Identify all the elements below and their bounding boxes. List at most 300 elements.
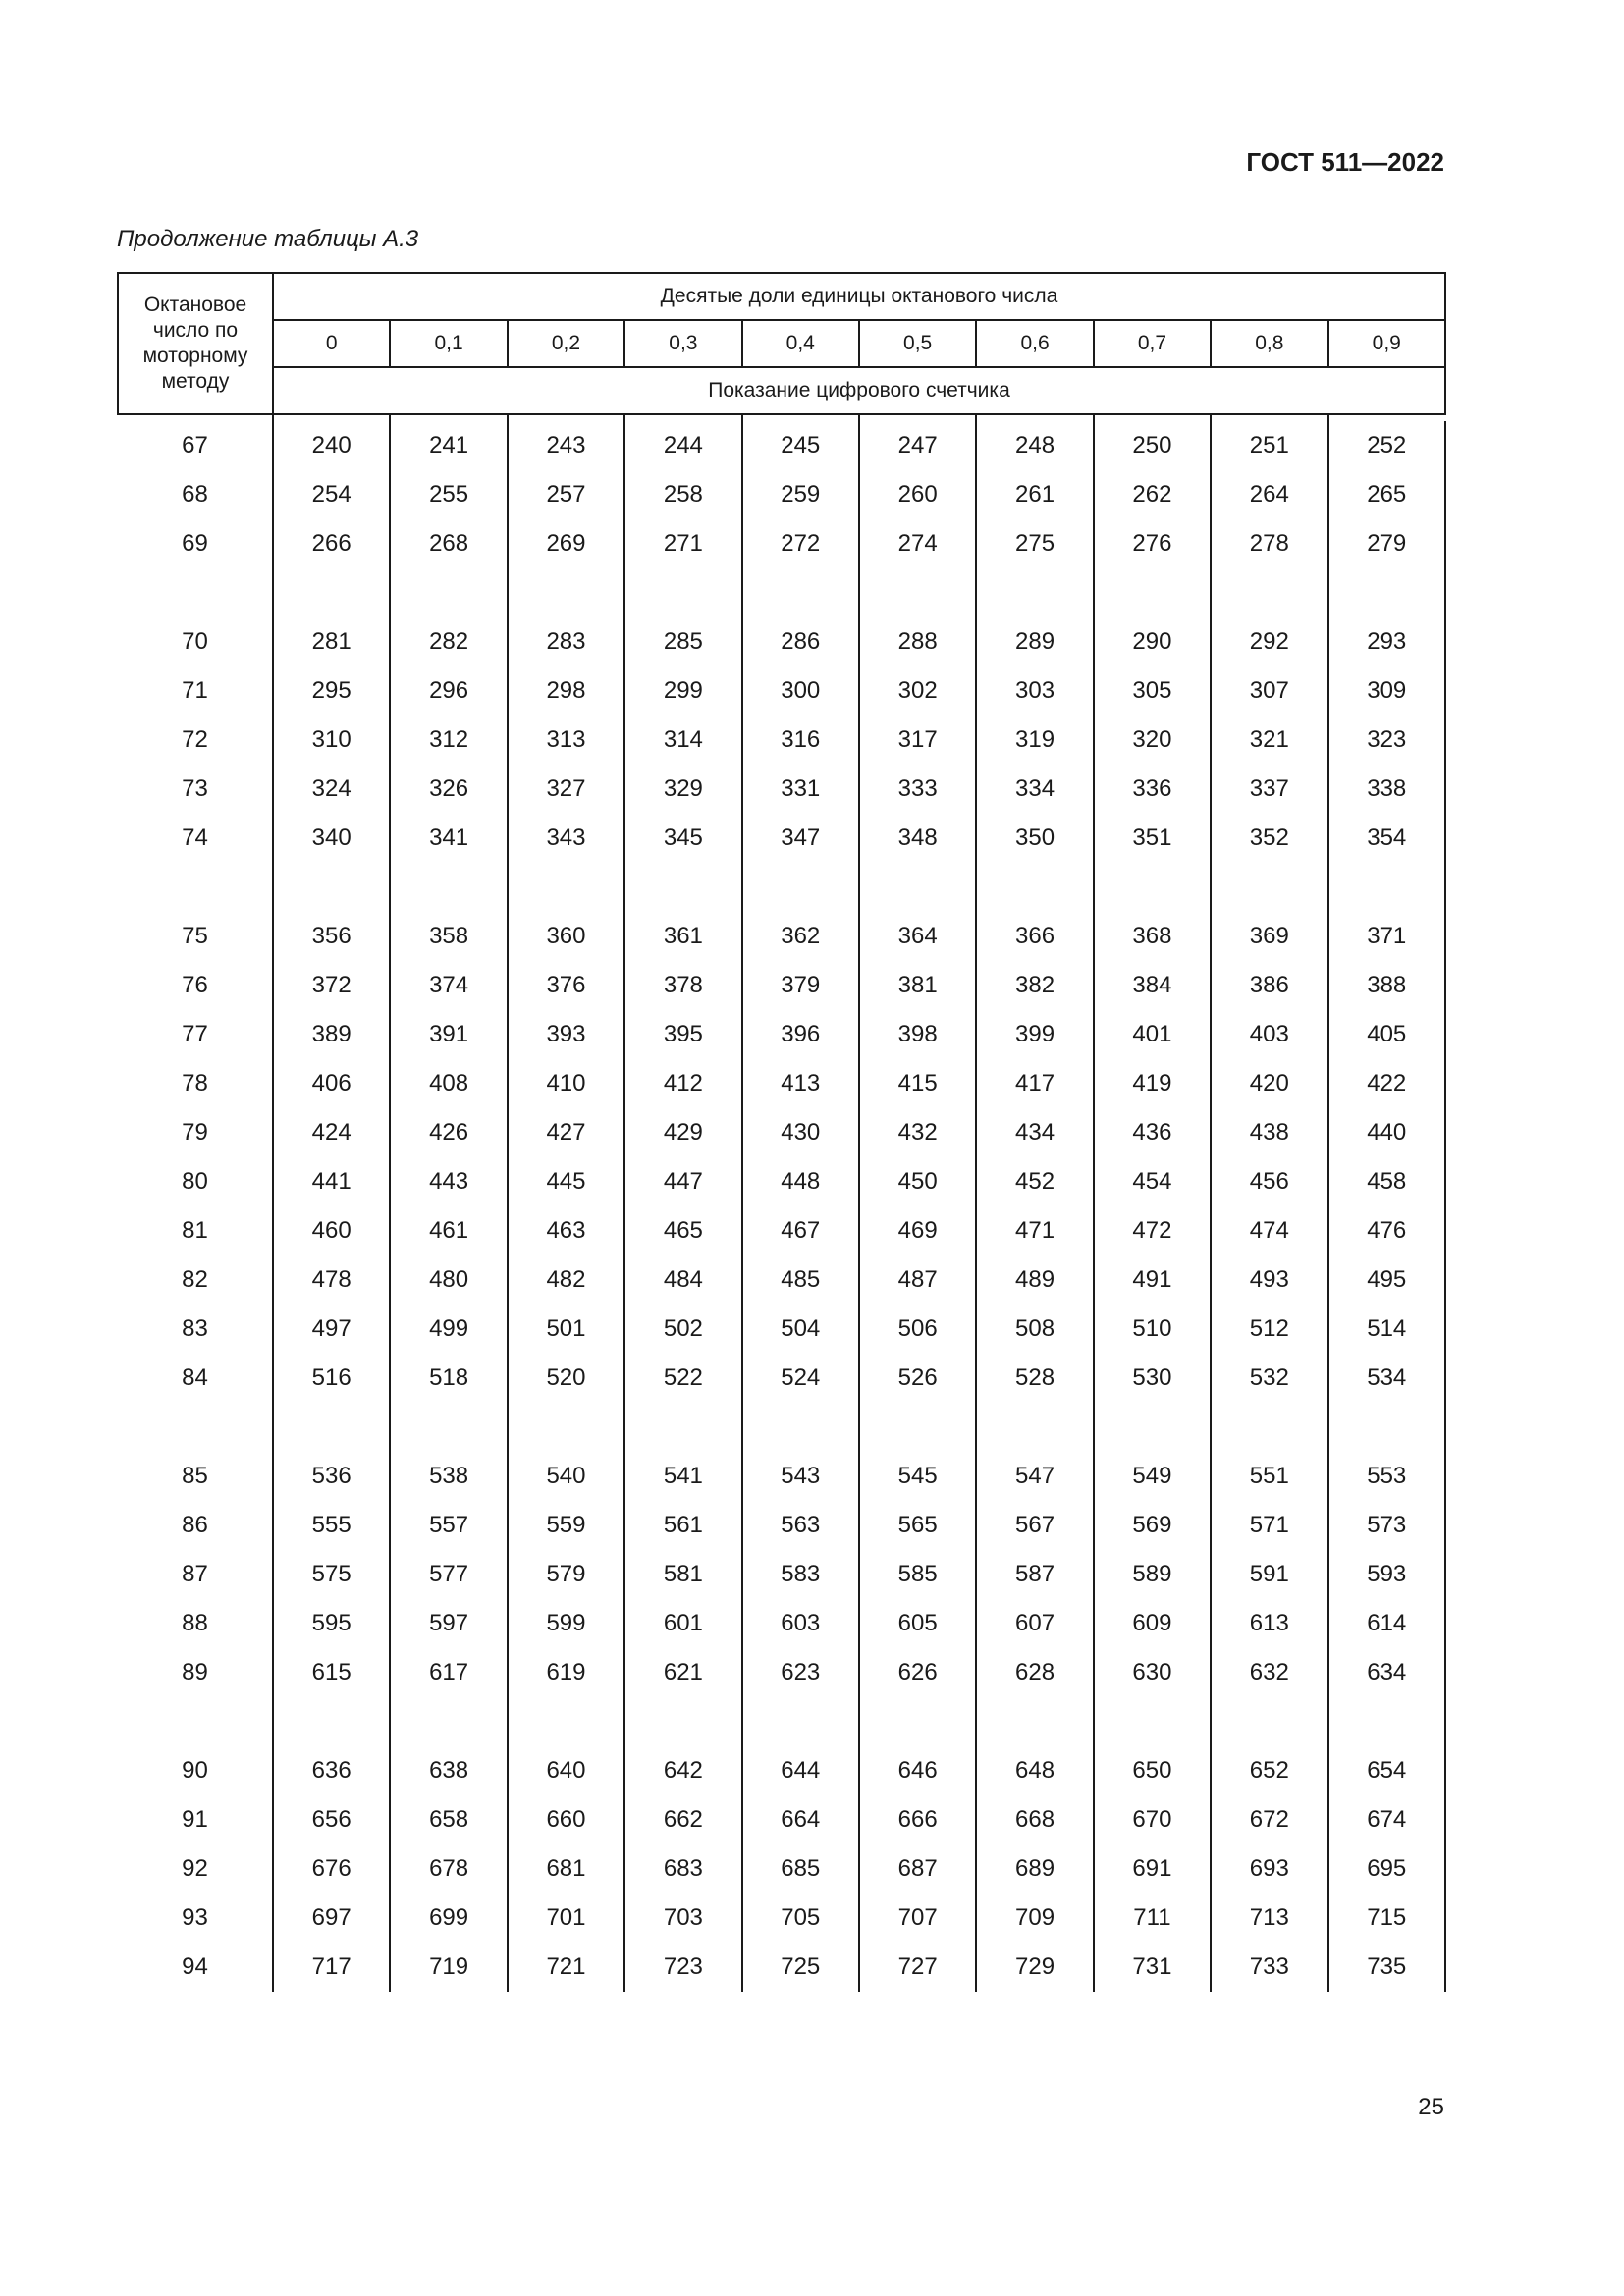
counter-reading-cell: 456 [1211, 1157, 1327, 1206]
counter-reading-cell: 709 [976, 1894, 1093, 1943]
counter-reading-cell: 522 [624, 1354, 741, 1403]
table-row [118, 617, 1445, 667]
counter-reading-cell: 445 [508, 1157, 624, 1206]
table-row [118, 1452, 1445, 1501]
counter-reading-cell: 662 [624, 1795, 741, 1844]
counter-reading-cell: 410 [508, 1059, 624, 1108]
row-header-octane: Октановое число по моторному методу [118, 273, 273, 414]
counter-reading-cell: 485 [742, 1255, 859, 1305]
counter-reading-cell: 307 [1211, 667, 1327, 716]
counter-reading-cell: 333 [859, 765, 976, 814]
octane-number-cell: 77 [118, 1010, 273, 1059]
octane-number-cell: 75 [118, 912, 273, 961]
counter-reading-cell: 615 [273, 1648, 390, 1697]
counter-reading-cell: 289 [976, 617, 1093, 667]
counter-reading-cell: 501 [508, 1305, 624, 1354]
counter-reading-cell: 636 [273, 1746, 390, 1795]
counter-reading-cell: 504 [742, 1305, 859, 1354]
counter-reading-cell: 361 [624, 912, 741, 961]
counter-reading-cell: 395 [624, 1010, 741, 1059]
counter-reading-cell: 314 [624, 716, 741, 765]
counter-reading-cell: 381 [859, 961, 976, 1010]
col-header: 0,7 [1094, 320, 1211, 367]
col-header: 0,2 [508, 320, 624, 367]
counter-reading-cell: 683 [624, 1844, 741, 1894]
counter-reading-cell: 285 [624, 617, 741, 667]
counter-reading-cell: 489 [976, 1255, 1093, 1305]
group-spacer [118, 568, 1445, 617]
sub-header: Показание цифрового счетчика [273, 367, 1445, 414]
counter-reading-cell: 389 [273, 1010, 390, 1059]
counter-reading-cell: 541 [624, 1452, 741, 1501]
counter-reading-cell: 276 [1094, 519, 1211, 568]
counter-reading-cell: 309 [1328, 667, 1445, 716]
counter-reading-cell: 565 [859, 1501, 976, 1550]
counter-reading-cell: 338 [1328, 765, 1445, 814]
counter-reading-cell: 524 [742, 1354, 859, 1403]
counter-reading-cell: 341 [390, 814, 507, 863]
counter-reading-cell: 340 [273, 814, 390, 863]
counter-reading-cell: 699 [390, 1894, 507, 1943]
counter-reading-cell: 295 [273, 667, 390, 716]
table-row [118, 1746, 1445, 1795]
counter-reading-cell: 398 [859, 1010, 976, 1059]
octane-number-cell: 78 [118, 1059, 273, 1108]
counter-reading-cell: 419 [1094, 1059, 1211, 1108]
counter-reading-cell: 279 [1328, 519, 1445, 568]
counter-reading-cell: 348 [859, 814, 976, 863]
counter-reading-cell: 506 [859, 1305, 976, 1354]
counter-reading-cell: 255 [390, 470, 507, 519]
counter-reading-cell: 482 [508, 1255, 624, 1305]
octane-number-cell: 74 [118, 814, 273, 863]
counter-reading-cell: 573 [1328, 1501, 1445, 1550]
counter-reading-cell: 356 [273, 912, 390, 961]
counter-reading-cell: 447 [624, 1157, 741, 1206]
counter-reading-cell: 534 [1328, 1354, 1445, 1403]
counter-reading-cell: 384 [1094, 961, 1211, 1010]
counter-reading-cell: 427 [508, 1108, 624, 1157]
counter-reading-cell: 271 [624, 519, 741, 568]
counter-reading-cell: 628 [976, 1648, 1093, 1697]
octane-table [117, 272, 1446, 1992]
counter-reading-cell: 703 [624, 1894, 741, 1943]
counter-reading-cell: 323 [1328, 716, 1445, 765]
counter-reading-cell: 711 [1094, 1894, 1211, 1943]
table-row [118, 765, 1445, 814]
counter-reading-cell: 605 [859, 1599, 976, 1648]
counter-reading-cell: 396 [742, 1010, 859, 1059]
counter-reading-cell: 382 [976, 961, 1093, 1010]
counter-reading-cell: 674 [1328, 1795, 1445, 1844]
octane-number-cell: 90 [118, 1746, 273, 1795]
counter-reading-cell: 581 [624, 1550, 741, 1599]
counter-reading-cell: 412 [624, 1059, 741, 1108]
counter-reading-cell: 621 [624, 1648, 741, 1697]
counter-reading-cell: 303 [976, 667, 1093, 716]
counter-reading-cell: 334 [976, 765, 1093, 814]
counter-reading-cell: 393 [508, 1010, 624, 1059]
counter-reading-cell: 269 [508, 519, 624, 568]
counter-reading-cell: 430 [742, 1108, 859, 1157]
col-header: 0,1 [390, 320, 507, 367]
counter-reading-cell: 609 [1094, 1599, 1211, 1648]
counter-reading-cell: 429 [624, 1108, 741, 1157]
counter-reading-cell: 251 [1211, 421, 1327, 470]
counter-reading-cell: 302 [859, 667, 976, 716]
table-caption: Продолжение таблицы А.3 [117, 226, 419, 252]
counter-reading-cell: 713 [1211, 1894, 1327, 1943]
counter-reading-cell: 244 [624, 421, 741, 470]
counter-reading-cell: 461 [390, 1206, 507, 1255]
counter-reading-cell: 613 [1211, 1599, 1327, 1648]
counter-reading-cell: 465 [624, 1206, 741, 1255]
col-header: 0,3 [624, 320, 741, 367]
counter-reading-cell: 426 [390, 1108, 507, 1157]
octane-number-cell: 82 [118, 1255, 273, 1305]
counter-reading-cell: 497 [273, 1305, 390, 1354]
counter-reading-cell: 619 [508, 1648, 624, 1697]
col-header: 0,9 [1328, 320, 1445, 367]
counter-reading-cell: 292 [1211, 617, 1327, 667]
counter-reading-cell: 512 [1211, 1305, 1327, 1354]
counter-reading-cell: 575 [273, 1550, 390, 1599]
counter-reading-cell: 719 [390, 1943, 507, 1992]
counter-reading-cell: 282 [390, 617, 507, 667]
octane-number-cell: 71 [118, 667, 273, 716]
octane-number-cell: 67 [118, 421, 273, 470]
counter-reading-cell: 288 [859, 617, 976, 667]
col-header: 0 [273, 320, 390, 367]
counter-reading-cell: 458 [1328, 1157, 1445, 1206]
group-spacer [118, 1403, 1445, 1452]
counter-reading-cell: 352 [1211, 814, 1327, 863]
counter-reading-cell: 707 [859, 1894, 976, 1943]
counter-reading-cell: 499 [390, 1305, 507, 1354]
counter-reading-cell: 401 [1094, 1010, 1211, 1059]
counter-reading-cell: 272 [742, 519, 859, 568]
counter-reading-cell: 463 [508, 1206, 624, 1255]
counter-reading-cell: 321 [1211, 716, 1327, 765]
counter-reading-cell: 345 [624, 814, 741, 863]
col-header: 0,6 [976, 320, 1093, 367]
counter-reading-cell: 630 [1094, 1648, 1211, 1697]
counter-reading-cell: 351 [1094, 814, 1211, 863]
counter-reading-cell: 664 [742, 1795, 859, 1844]
counter-reading-cell: 408 [390, 1059, 507, 1108]
counter-reading-cell: 406 [273, 1059, 390, 1108]
counter-reading-cell: 723 [624, 1943, 741, 1992]
counter-reading-cell: 634 [1328, 1648, 1445, 1697]
counter-reading-cell: 595 [273, 1599, 390, 1648]
counter-reading-cell: 368 [1094, 912, 1211, 961]
table-row [118, 1157, 1445, 1206]
counter-reading-cell: 725 [742, 1943, 859, 1992]
counter-reading-cell: 569 [1094, 1501, 1211, 1550]
octane-number-cell: 92 [118, 1844, 273, 1894]
octane-number-cell: 83 [118, 1305, 273, 1354]
counter-reading-cell: 252 [1328, 421, 1445, 470]
table-row [118, 667, 1445, 716]
counter-reading-cell: 299 [624, 667, 741, 716]
group-spacer [118, 1697, 1445, 1746]
counter-reading-cell: 528 [976, 1354, 1093, 1403]
octane-number-cell: 72 [118, 716, 273, 765]
counter-reading-cell: 420 [1211, 1059, 1327, 1108]
octane-number-cell: 79 [118, 1108, 273, 1157]
counter-reading-cell: 508 [976, 1305, 1093, 1354]
octane-number-cell: 87 [118, 1550, 273, 1599]
octane-number-cell: 81 [118, 1206, 273, 1255]
counter-reading-cell: 553 [1328, 1452, 1445, 1501]
octane-number-cell: 85 [118, 1452, 273, 1501]
counter-reading-cell: 298 [508, 667, 624, 716]
counter-reading-cell: 369 [1211, 912, 1327, 961]
counter-reading-cell: 614 [1328, 1599, 1445, 1648]
counter-reading-cell: 266 [273, 519, 390, 568]
table-row [118, 1894, 1445, 1943]
counter-reading-cell: 668 [976, 1795, 1093, 1844]
counter-reading-cell: 413 [742, 1059, 859, 1108]
counter-reading-cell: 540 [508, 1452, 624, 1501]
counter-reading-cell: 561 [624, 1501, 741, 1550]
table-row [118, 814, 1445, 863]
counter-reading-cell: 379 [742, 961, 859, 1010]
counter-reading-cell: 518 [390, 1354, 507, 1403]
counter-reading-cell: 240 [273, 421, 390, 470]
counter-reading-cell: 362 [742, 912, 859, 961]
octane-number-cell: 68 [118, 470, 273, 519]
counter-reading-cell: 579 [508, 1550, 624, 1599]
counter-reading-cell: 656 [273, 1795, 390, 1844]
counter-reading-cell: 336 [1094, 765, 1211, 814]
counter-reading-cell: 360 [508, 912, 624, 961]
counter-reading-cell: 312 [390, 716, 507, 765]
table-row [118, 1059, 1445, 1108]
octane-number-cell: 76 [118, 961, 273, 1010]
counter-reading-cell: 559 [508, 1501, 624, 1550]
counter-reading-cell: 243 [508, 421, 624, 470]
table-row [118, 1206, 1445, 1255]
col-header: 0,4 [742, 320, 859, 367]
octane-number-cell: 93 [118, 1894, 273, 1943]
counter-reading-cell: 250 [1094, 421, 1211, 470]
counter-reading-cell: 254 [273, 470, 390, 519]
counter-reading-cell: 371 [1328, 912, 1445, 961]
counter-reading-cell: 567 [976, 1501, 1093, 1550]
counter-reading-cell: 689 [976, 1844, 1093, 1894]
counter-reading-cell: 248 [976, 421, 1093, 470]
counter-reading-cell: 585 [859, 1550, 976, 1599]
counter-reading-cell: 283 [508, 617, 624, 667]
counter-reading-cell: 729 [976, 1943, 1093, 1992]
counter-reading-cell: 290 [1094, 617, 1211, 667]
table-row [118, 1108, 1445, 1157]
counter-reading-cell: 731 [1094, 1943, 1211, 1992]
counter-reading-cell: 358 [390, 912, 507, 961]
table-header [118, 273, 1445, 421]
octane-number-cell: 80 [118, 1157, 273, 1206]
counter-reading-cell: 259 [742, 470, 859, 519]
counter-reading-cell: 638 [390, 1746, 507, 1795]
counter-reading-cell: 467 [742, 1206, 859, 1255]
counter-reading-cell: 478 [273, 1255, 390, 1305]
col-header: 0,5 [859, 320, 976, 367]
counter-reading-cell: 405 [1328, 1010, 1445, 1059]
counter-reading-cell: 536 [273, 1452, 390, 1501]
counter-reading-cell: 593 [1328, 1550, 1445, 1599]
octane-number-cell: 91 [118, 1795, 273, 1844]
counter-reading-cell: 557 [390, 1501, 507, 1550]
counter-reading-cell: 316 [742, 716, 859, 765]
counter-reading-cell: 329 [624, 765, 741, 814]
counter-reading-cell: 733 [1211, 1943, 1327, 1992]
counter-reading-cell: 438 [1211, 1108, 1327, 1157]
counter-reading-cell: 376 [508, 961, 624, 1010]
table-row [118, 1010, 1445, 1059]
counter-reading-cell: 678 [390, 1844, 507, 1894]
counter-reading-cell: 403 [1211, 1010, 1327, 1059]
counter-reading-cell: 320 [1094, 716, 1211, 765]
counter-reading-cell: 607 [976, 1599, 1093, 1648]
counter-reading-cell: 685 [742, 1844, 859, 1894]
counter-reading-cell: 296 [390, 667, 507, 716]
counter-reading-cell: 681 [508, 1844, 624, 1894]
octane-number-cell: 88 [118, 1599, 273, 1648]
counter-reading-cell: 331 [742, 765, 859, 814]
header-separator [118, 414, 1445, 421]
counter-reading-cell: 378 [624, 961, 741, 1010]
counter-reading-cell: 691 [1094, 1844, 1211, 1894]
counter-reading-cell: 257 [508, 470, 624, 519]
counter-reading-cell: 245 [742, 421, 859, 470]
counter-reading-cell: 491 [1094, 1255, 1211, 1305]
table-row [118, 1844, 1445, 1894]
octane-number-cell: 86 [118, 1501, 273, 1550]
counter-reading-cell: 319 [976, 716, 1093, 765]
counter-reading-cell: 676 [273, 1844, 390, 1894]
octane-number-cell: 94 [118, 1943, 273, 1992]
counter-reading-cell: 293 [1328, 617, 1445, 667]
table-row [118, 961, 1445, 1010]
table-row [118, 1599, 1445, 1648]
counter-reading-cell: 241 [390, 421, 507, 470]
counter-reading-cell: 666 [859, 1795, 976, 1844]
counter-reading-cell: 476 [1328, 1206, 1445, 1255]
counter-reading-cell: 693 [1211, 1844, 1327, 1894]
counter-reading-cell: 366 [976, 912, 1093, 961]
counter-reading-cell: 571 [1211, 1501, 1327, 1550]
counter-reading-cell: 432 [859, 1108, 976, 1157]
col-group-header: Десятые доли единицы октанового числа [273, 273, 1445, 320]
document-code: ГОСТ 511—2022 [1246, 147, 1444, 177]
counter-reading-cell: 538 [390, 1452, 507, 1501]
counter-reading-cell: 697 [273, 1894, 390, 1943]
table-row [118, 519, 1445, 568]
counter-reading-cell: 650 [1094, 1746, 1211, 1795]
counter-reading-cell: 549 [1094, 1452, 1211, 1501]
counter-reading-cell: 589 [1094, 1550, 1211, 1599]
counter-reading-cell: 264 [1211, 470, 1327, 519]
octane-number-cell: 70 [118, 617, 273, 667]
page-number: 25 [1418, 2094, 1444, 2120]
table-row [118, 716, 1445, 765]
counter-reading-cell: 727 [859, 1943, 976, 1992]
counter-reading-cell: 644 [742, 1746, 859, 1795]
counter-reading-cell: 305 [1094, 667, 1211, 716]
counter-reading-cell: 599 [508, 1599, 624, 1648]
octane-number-cell: 69 [118, 519, 273, 568]
counter-reading-cell: 337 [1211, 765, 1327, 814]
counter-reading-cell: 281 [273, 617, 390, 667]
counter-reading-cell: 275 [976, 519, 1093, 568]
octane-number-cell: 73 [118, 765, 273, 814]
counter-reading-cell: 364 [859, 912, 976, 961]
counter-reading-cell: 646 [859, 1746, 976, 1795]
octane-number-cell: 89 [118, 1648, 273, 1697]
counter-reading-cell: 721 [508, 1943, 624, 1992]
counter-reading-cell: 372 [273, 961, 390, 1010]
counter-reading-cell: 735 [1328, 1943, 1445, 1992]
counter-reading-cell: 350 [976, 814, 1093, 863]
counter-reading-cell: 460 [273, 1206, 390, 1255]
counter-reading-cell: 701 [508, 1894, 624, 1943]
counter-reading-cell: 514 [1328, 1305, 1445, 1354]
table-row [118, 1501, 1445, 1550]
col-header-row [118, 320, 1445, 367]
counter-reading-cell: 526 [859, 1354, 976, 1403]
counter-reading-cell: 705 [742, 1894, 859, 1943]
counter-reading-cell: 551 [1211, 1452, 1327, 1501]
counter-reading-cell: 626 [859, 1648, 976, 1697]
counter-reading-cell: 313 [508, 716, 624, 765]
counter-reading-cell: 471 [976, 1206, 1093, 1255]
counter-reading-cell: 450 [859, 1157, 976, 1206]
counter-reading-cell: 265 [1328, 470, 1445, 519]
counter-reading-cell: 587 [976, 1550, 1093, 1599]
counter-reading-cell: 502 [624, 1305, 741, 1354]
counter-reading-cell: 448 [742, 1157, 859, 1206]
counter-reading-cell: 495 [1328, 1255, 1445, 1305]
counter-reading-cell: 258 [624, 470, 741, 519]
counter-reading-cell: 648 [976, 1746, 1093, 1795]
counter-reading-cell: 530 [1094, 1354, 1211, 1403]
group-spacer [118, 863, 1445, 912]
counter-reading-cell: 324 [273, 765, 390, 814]
counter-reading-cell: 603 [742, 1599, 859, 1648]
counter-reading-cell: 543 [742, 1452, 859, 1501]
counter-reading-cell: 520 [508, 1354, 624, 1403]
col-header: 0,8 [1211, 320, 1327, 367]
counter-reading-cell: 484 [624, 1255, 741, 1305]
counter-reading-cell: 623 [742, 1648, 859, 1697]
counter-reading-cell: 317 [859, 716, 976, 765]
counter-reading-cell: 399 [976, 1010, 1093, 1059]
counter-reading-cell: 469 [859, 1206, 976, 1255]
counter-reading-cell: 510 [1094, 1305, 1211, 1354]
counter-reading-cell: 434 [976, 1108, 1093, 1157]
counter-reading-cell: 577 [390, 1550, 507, 1599]
counter-reading-cell: 654 [1328, 1746, 1445, 1795]
counter-reading-cell: 487 [859, 1255, 976, 1305]
counter-reading-cell: 374 [390, 961, 507, 1010]
counter-reading-cell: 717 [273, 1943, 390, 1992]
counter-reading-cell: 424 [273, 1108, 390, 1157]
counter-reading-cell: 452 [976, 1157, 1093, 1206]
counter-reading-cell: 583 [742, 1550, 859, 1599]
counter-reading-cell: 547 [976, 1452, 1093, 1501]
counter-reading-cell: 555 [273, 1501, 390, 1550]
